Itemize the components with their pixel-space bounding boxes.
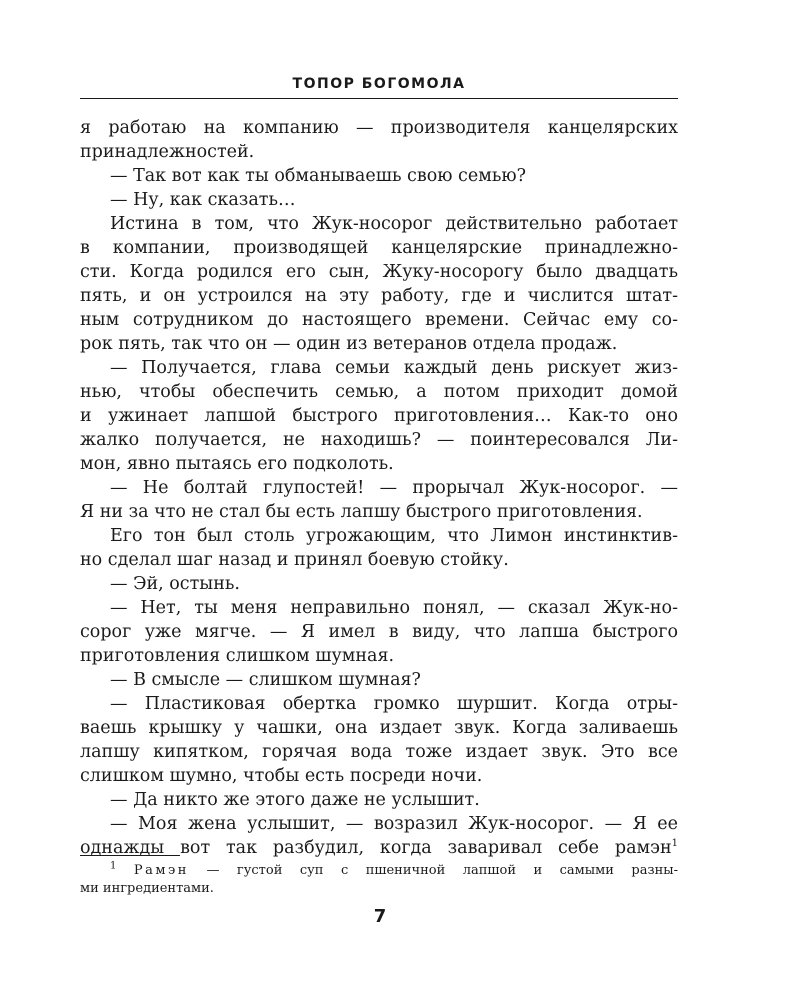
text-line: но сделал шаг назад и принял боевую стойку. <box>80 550 509 570</box>
text-line: — Нет, ты меня неправильно понял, — сказал Жук-но- <box>110 598 678 618</box>
text-line: я работаю на компанию — производителя канцелярских <box>80 118 678 138</box>
text-line: рок пять, так что он — один из ветеранов отдела продаж. <box>80 334 618 354</box>
text-line: — Получается, глава семьи каждый день рискует жиз- <box>110 358 678 378</box>
text-line: в компании, производящей канцелярские принадлежно- <box>80 238 678 258</box>
text-line: — Так вот как ты обманываешь свою семью? <box>110 166 526 186</box>
text-line: Я ни за что не стал бы есть лапшу быстрого приготовления. <box>80 502 643 522</box>
text-line: — В смысле — слишком шумная? <box>110 670 421 690</box>
footnote-definition: — густой суп с пшеничной лапшой и самыми разны- <box>206 863 678 878</box>
footnote <box>80 862 678 898</box>
text-line: и ужинает лапшой быстрого приготовления… Как-то оно <box>80 406 678 426</box>
text-line: — Эй, остынь. <box>110 574 240 594</box>
text-line: приготовления слишком шумная. <box>80 646 395 666</box>
running-header <box>80 74 678 99</box>
text-line: лапшу кипятком, горячая вода тоже издает звук. Это все <box>80 742 678 762</box>
running-title: ТОПОР БОГОМОЛА <box>292 76 466 92</box>
text-line: мон, явно пытаясь его подколоть. <box>80 454 394 474</box>
footnote-line: ми ингредиентами. <box>80 881 214 896</box>
text-line: — Не болтай глупостей! — прорычал Жук-носорог. — <box>110 478 678 498</box>
footnote-reference[interactable]: 1 <box>671 838 678 850</box>
text-line: слишком шумно, чтобы есть посреди ночи. <box>80 766 483 786</box>
text-line <box>80 836 678 860</box>
footnote-term: Рамэн <box>133 863 189 878</box>
footnote-marker: 1 <box>110 860 117 872</box>
text-line: жалко получается, не находишь? — поинтересовался Ли- <box>80 430 678 450</box>
text-line: — Ну, как сказать… <box>110 190 296 210</box>
text-line: сти. Когда родился его сын, Жуку-носорогу было двадцать <box>80 262 678 282</box>
text-line: пять, и он устроился на эту работу, где и числится штат- <box>80 286 678 306</box>
text-line: сорог уже мягче. — Я имел в виду, что лапша быстрого <box>80 622 678 642</box>
main-text <box>80 116 678 860</box>
text-line: — Моя жена услышит, — возразил Жук-носорог. — Я ее <box>110 814 678 834</box>
page-number: 7 <box>373 906 387 927</box>
text-line: — Пластиковая обертка громко шуршит. Когда отры- <box>110 694 678 714</box>
text-line: ваешь крышку у чашки, она издает звук. Когда заливаешь <box>80 718 678 738</box>
footnote-divider <box>80 855 180 856</box>
text-line: принадлежностей. <box>80 142 255 162</box>
text-line: нью, чтобы обеспечить семью, а потом приходит домой <box>80 382 678 402</box>
text-line: Истина в том, что Жук-носорог действительно работает <box>110 214 678 234</box>
text-line: Его тон был столь угрожающим, что Лимон инстинктив- <box>110 526 678 546</box>
text-line: — Да никто же этого даже не услышит. <box>110 790 480 810</box>
text-line-content: однажды вот так разбудил, когда заваривал себе рамэн <box>80 838 672 858</box>
text-line: ным сотрудником до настоящего времени. Сейчас ему со- <box>80 310 678 330</box>
footnote-line <box>80 862 678 880</box>
